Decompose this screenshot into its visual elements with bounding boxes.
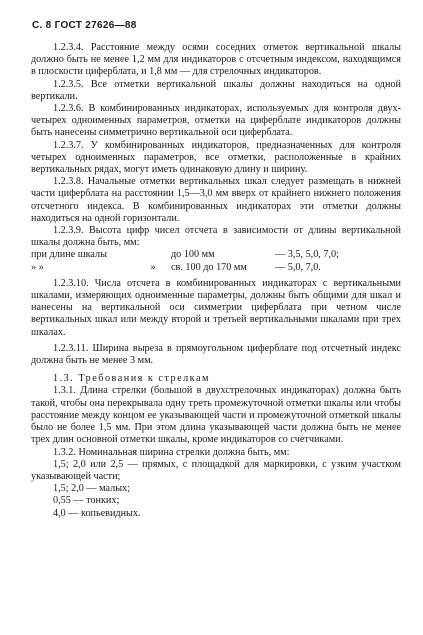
- width-list-item: 1,5; 2,0 — малых;: [53, 483, 130, 495]
- scale-height-row-2: [31, 262, 401, 274]
- page-header: С. 8 ГОСТ 27626—88: [32, 20, 137, 31]
- paragraph-1-2-3-11: 1.2.3.11. Ширина выреза в прямоугольном циферблате под отсчетный индекс должна быть не менее 3 мм.: [31, 342, 401, 367]
- scale-length-label: при длине шкалы: [31, 249, 107, 261]
- paragraph-1-2-3-7: 1.2.3.7. У комбинированных индикаторов, предназначенных для контроля четырех одноименных параметров, все отметки, расположенные в крайних вертикальных рядах, могут иметь одинаковую длину и ширину.: [31, 139, 401, 176]
- width-list-item: 4,0 — копьевидных.: [53, 507, 141, 519]
- digit-heights: — 5,0, 7,0.: [275, 261, 321, 273]
- document-body: [31, 42, 401, 520]
- ditto-marks: » »: [31, 261, 44, 273]
- paragraph-1-2-3-9: 1.2.3.9. Высота цифр чисел отсчета в зависимости от длины вертикальной шкалы должна быть, мм:: [31, 225, 401, 249]
- scale-length-range: до 100 мм: [171, 249, 215, 261]
- paragraph-1-2-3-6: 1.2.3.6. В комбинированных индикаторах, используемых для контроля двух-четырех одноименных параметров, отметки на циферблате индикаторов должны быть нанесены симметрично вертикальной оси циферблата.: [31, 103, 401, 139]
- paragraph-1-2-3-10: 1.2.3.10. Числа отсчета в комбинированных индикаторах с вертикальными шкалами, измеряющих одноименные параметры, должны быть общими для шкал и нанесены на вертикальной оси симметрии циферблата при четном числе вертикальных шкал или между второй и третьей вертикальными шкалами при трех шкалах.: [31, 277, 401, 338]
- ditto-mark: »: [150, 261, 156, 273]
- scale-length-range: св. 100 до 170 мм: [171, 261, 247, 273]
- digit-heights: — 3,5, 5,0, 7,0;: [275, 249, 339, 261]
- paragraph-1-2-3-8: 1.2.3.8. Начальные отметки вертикальных шкал следует размещать в нижней части циферблата на расстоянии 1,5—3,0 мм вверх от крайнего нижнего положения отсчетного индекса. В комбинированных индикаторах эти отметки должны находиться на одной горизонтали.: [31, 176, 401, 224]
- paragraph-1-2-3-5: 1.2.3.5. Все отметки вертикальной шкалы должны находиться на одной вертикали.: [31, 78, 401, 102]
- paragraph-1-3-2-a: 1,5; 2,0 или 2,5 — прямых, с площадкой для маркировки, с узким участком указывающей части;: [31, 458, 401, 482]
- scale-height-row-1: [31, 249, 401, 261]
- section-heading-1-3: 1.3. Требования к стрелкам: [53, 373, 210, 385]
- width-list-item: 0,55 — тонких;: [53, 495, 120, 507]
- paragraph-1-2-3-4: 1.2.3.4. Расстояние между осями соседних отметок вертикальной шкалы должно быть не менее 1,2 мм для индикаторов с отсчетным индексом, находящимся в плоскости циферблата, и 1,8 мм — для стрелочных индикаторов.: [31, 42, 401, 78]
- paragraph-1-3-2: 1.3.2. Номинальная ширина стрелки должна быть, мм:: [53, 446, 290, 458]
- paragraph-1-3-1: 1.3.1. Длина стрелки (большой в двухстрелочных индикаторах) должна быть такой, чтобы она перекрывала одну треть промежуточной отметки шкалы или чтобы расстояние между концом ее указывающей части и промежуточной отметкой шкалы было не более 1,5 мм. При этом длина указывающей части должна быть не менее трех длин основной отметки шкалы, кроме индикаторов со счетчиками.: [31, 385, 401, 446]
